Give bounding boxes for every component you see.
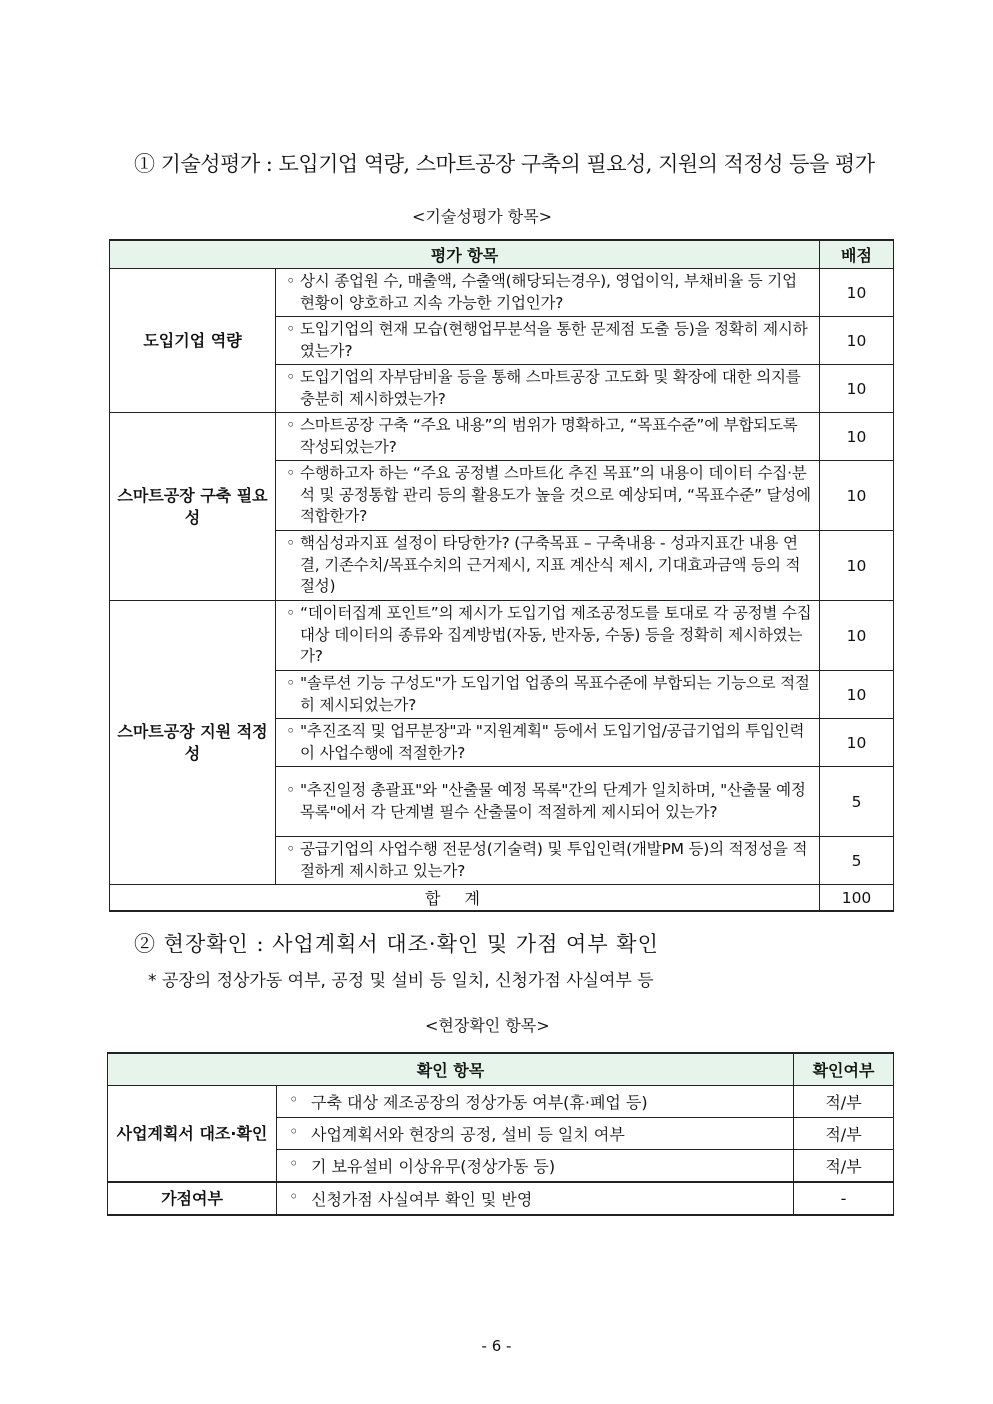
total-row: [110, 885, 894, 912]
section2-heading: ② 현장확인 : 사업계획서 대조·확인 및 가점 여부 확인: [134, 932, 659, 956]
item-text: 핵심성과지표 설정이 타당한가? (구축목표 – 구축내용 - 성과지표간 내용 연결, 기존수치/목표수치의 근거제시, 지표 계산식 제시, 기대효과금액 등의 적절성): [300, 534, 801, 596]
item-text: 신청가점 사실여부 확인 및 반영: [311, 1190, 533, 1209]
bullet: ◦: [286, 534, 295, 553]
item-cell: [276, 317, 820, 365]
item-cell: [276, 601, 820, 671]
item-cell: [276, 413, 820, 461]
category-cell: 가점여부: [108, 1182, 277, 1215]
item-text: 상시 종업원 수, 매출액, 수출액(해당되는경우), 영업이익, 부채비율 등 기업 현황이 양호하고 지속 가능한 기업인가?: [300, 272, 797, 312]
table-row: [108, 1086, 894, 1118]
item-cell: [277, 1118, 794, 1150]
bullet: ◦: [289, 1090, 299, 1109]
result-cell: -: [794, 1182, 894, 1215]
bullet: ◦: [289, 1154, 299, 1173]
score-cell: 10: [820, 317, 894, 365]
bullet: ◦: [286, 840, 295, 858]
item-text: 스마트공장 구축 “주요 내용”의 범위가 명확하고, “목표수준”에 부합되도록 작성되었는가?: [300, 416, 798, 456]
header-eval-items: 평가 항목: [110, 240, 820, 269]
item-cell: [276, 837, 820, 885]
section2-caption: <현장확인 항목>: [425, 1016, 550, 1035]
score-cell: 10: [820, 461, 894, 531]
item-cell: [276, 531, 820, 601]
header-score: 배점: [820, 240, 894, 269]
table-row: [110, 413, 894, 461]
item-text: "솔루션 기능 구성도"가 도입기업 업종의 목표수준에 부합되는 기능으로 적절히 제시되었는가?: [300, 674, 810, 714]
item-cell: [276, 767, 820, 837]
score-cell: 10: [820, 719, 894, 767]
header-result: 확인여부: [794, 1053, 894, 1086]
table-row: [110, 601, 894, 671]
bullet: ◦: [289, 1187, 299, 1206]
bullet: ◦: [286, 604, 295, 623]
site-check-table: [107, 1052, 894, 1216]
item-cell: [276, 269, 820, 317]
item-text: "추진일정 총괄표"와 "산출물 예정 목록"간의 단계가 일치하며, "산출물 예정 목록"에서 각 단계별 필수 산출물이 적절하게 제시되어 있는가?: [300, 781, 806, 821]
bullet: ◦: [286, 368, 295, 386]
score-cell: 10: [820, 413, 894, 461]
score-cell: 5: [820, 837, 894, 885]
item-cell: [277, 1150, 794, 1183]
total-label: 합계: [110, 885, 820, 912]
tech-evaluation-table: [109, 239, 894, 912]
bullet: ◦: [286, 464, 295, 483]
item-text: 사업계획서와 현장의 공정, 설비 등 일치 여부: [311, 1125, 625, 1144]
category-cell: 도입기업 역량: [110, 269, 276, 413]
table-header-row: [110, 240, 894, 269]
score-cell: 5: [820, 767, 894, 837]
bullet: ◦: [286, 416, 295, 434]
table-row: [108, 1182, 894, 1215]
item-cell: [277, 1182, 794, 1215]
section1-heading: ① 기술성평가 : 도입기업 역량, 스마트공장 구축의 필요성, 지원의 적정성 등을 평가: [134, 152, 875, 176]
result-cell: 적/부: [794, 1086, 894, 1118]
item-cell: [276, 461, 820, 531]
bullet: ◦: [286, 674, 295, 692]
item-cell: [276, 365, 820, 413]
bullet: ◦: [289, 1122, 299, 1141]
table-header-row: [108, 1053, 894, 1086]
section1-caption: <기술성평가 항목>: [412, 207, 553, 226]
score-cell: 10: [820, 601, 894, 671]
item-text: “데이터집계 포인트”의 제시가 도입기업 제조공정도를 토대로 각 공정별 수집 대상 데이터의 종류와 집계방법(자동, 반자동, 수동) 등을 정확히 제시하였는가?: [300, 604, 812, 666]
category-cell: 스마트공장 지원 적정성: [110, 601, 276, 885]
total-score: 100: [820, 885, 894, 912]
item-text: 기 보유설비 이상유무(정상가동 등): [311, 1157, 556, 1176]
item-cell: [276, 719, 820, 767]
item-text: 도입기업의 자부담비율 등을 통해 스마트공장 고도화 및 확장에 대한 의지를 충분히 제시하였는가?: [300, 368, 801, 408]
section2-note: * 공장의 정상가동 여부, 공정 및 설비 등 일치, 신청가점 사실여부 등: [148, 971, 654, 991]
bullet: ◦: [286, 781, 295, 799]
score-cell: 10: [820, 365, 894, 413]
header-check-items: 확인 항목: [108, 1053, 794, 1086]
table-row: [110, 269, 894, 317]
bullet: ◦: [286, 272, 295, 290]
item-text: 도입기업의 현재 모습(현행업무분석을 통한 문제점 도출 등)을 정확히 제시하였는가?: [300, 320, 808, 360]
result-cell: 적/부: [794, 1118, 894, 1150]
item-cell: [276, 671, 820, 719]
page-number: - 6 -: [481, 1337, 512, 1355]
category-cell: 사업계획서 대조·확인: [108, 1086, 277, 1183]
bullet: ◦: [286, 320, 295, 338]
score-cell: 10: [820, 671, 894, 719]
item-text: 구축 대상 제조공장의 정상가동 여부(휴·폐업 등): [311, 1093, 648, 1112]
score-cell: 10: [820, 531, 894, 601]
result-cell: 적/부: [794, 1150, 894, 1183]
bullet: ◦: [286, 722, 295, 740]
item-text: "추진조직 및 업무분장"과 "지원계획" 등에서 도입기업/공급기업의 투입인력이 사업수행에 적절한가?: [300, 722, 805, 762]
item-text: 공급기업의 사업수행 전문성(기술력) 및 투입인력(개발PM 등)의 적정성을 적절하게 제시하고 있는가?: [300, 840, 808, 880]
category-cell: 스마트공장 구축 필요성: [110, 413, 276, 601]
score-cell: 10: [820, 269, 894, 317]
item-text: 수행하고자 하는 “주요 공정별 스마트化 추진 목표”의 내용이 데이터 수집·분석 및 공정통합 관리 등의 활용도가 높을 것으로 예상되며, “목표수준” 달성에 적합한가?: [300, 464, 811, 526]
item-cell: [277, 1086, 794, 1118]
